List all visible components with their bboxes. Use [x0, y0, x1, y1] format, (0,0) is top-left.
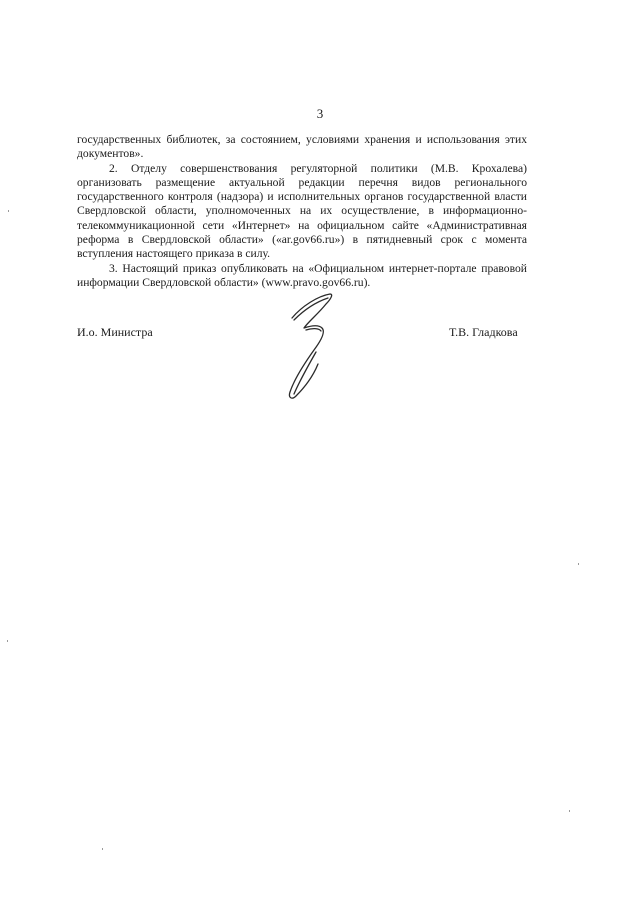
signer-title: И.о. Министра	[77, 325, 153, 339]
handwritten-signature-icon	[272, 292, 354, 410]
signer-name: Т.В. Гладкова	[449, 325, 518, 339]
paragraph-item-3: 3. Настоящий приказ опубликовать на «Официальном интернет-портале правовой информации Свердловской области» (www.pravo.gov66.ru).	[77, 261, 527, 289]
scan-margin-speck	[569, 810, 570, 812]
scan-margin-speck	[102, 848, 103, 850]
scan-margin-speck	[578, 563, 579, 565]
scan-margin-speck	[7, 640, 8, 642]
paragraph-continuation: государственных библиотек, за состоянием, условиями хранения и использования этих документов».	[77, 133, 527, 161]
paragraph-item-2: 2. Отделу совершенствования регуляторной политики (М.В. Крохалева) организовать размещение актуальной редакции перечня видов регионального государственного контроля (надзора) и исполнительных органов государственной власти Свердловской области, уполномоченных на их осуществление, в информационно-телекоммуникационной сети «Интернет» на официальном сайте «Административная реформа в Свердловской области» («ar.gov66.ru») в пятидневный срок с момента вступления настоящего приказа в силу.	[77, 161, 527, 261]
document-body	[77, 133, 527, 290]
page-number: 3	[316, 106, 324, 121]
scan-margin-speck	[8, 210, 9, 212]
